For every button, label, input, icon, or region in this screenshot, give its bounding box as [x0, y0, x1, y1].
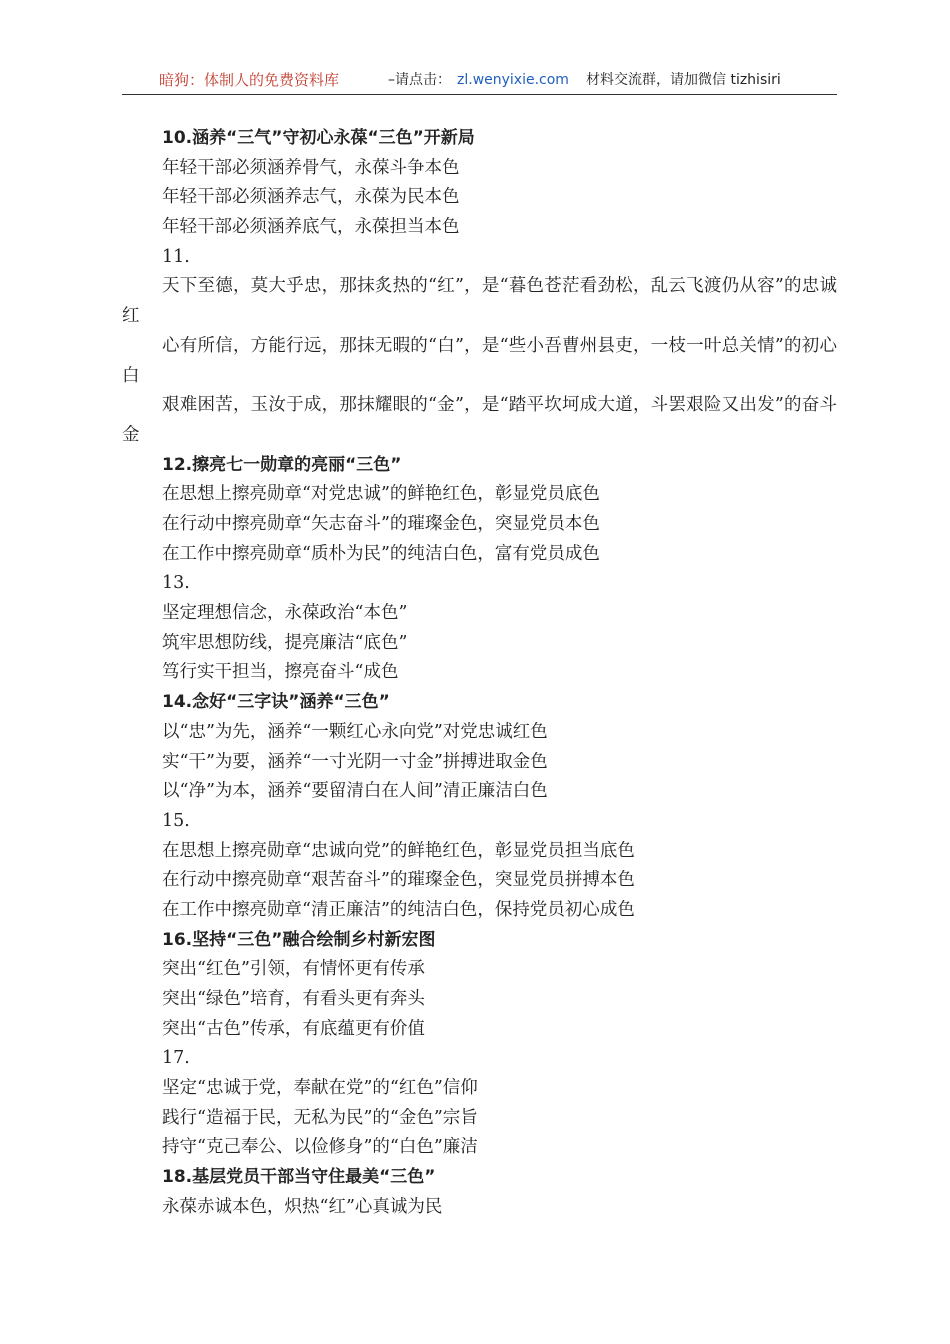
text-line: 坚定“忠诚于党，奉献在党”的“红色”信仰: [162, 1078, 478, 1099]
text-line: 11.: [162, 246, 190, 267]
section-heading: 18.基层党员干部当守住最美“三色”: [162, 1167, 436, 1188]
page-header: [122, 68, 837, 95]
text-line: 突出“红色”引领，有情怀更有传承: [162, 959, 425, 980]
section-heading: 10.涵养“三气”守初心永葆“三色”开新局: [162, 128, 475, 148]
text-line: 突出“绿色”培育，有看头更有奔头: [162, 989, 425, 1010]
text-line: 以“忠”为先，涵养“一颗红心永向党”对党忠诚红色: [162, 721, 548, 742]
header-prompt: –请点击：: [388, 72, 451, 88]
document-body: [122, 124, 837, 1223]
section-heading: 16.坚持“三色”融合绘制乡村新宏图: [162, 929, 436, 950]
text-line: 在思想上擦亮勋章“对党忠诚”的鲜艳红色，彰显党员底色: [162, 484, 600, 505]
text-line: 突出“古色”传承，有底蕴更有价值: [162, 1018, 425, 1039]
text-paragraph: 艰难困苦，玉汝于成，那抹耀眼的“金”，是“踏平坎坷成大道，斗罢艰险又出发”的奋斗金: [122, 395, 837, 445]
text-line: 年轻干部必须涵养骨气，永葆斗争本色: [162, 157, 460, 178]
text-line: 坚定理想信念，永葆政治“本色”: [162, 603, 408, 624]
text-line: 年轻干部必须涵养底气，永葆担当本色: [162, 217, 460, 238]
header-link[interactable]: zl.wenyixie.com: [457, 72, 569, 88]
text-line: 永葆赤诚本色，炽热“红”心真诚为民: [162, 1196, 443, 1217]
text-line: 筑牢思想防线，提亮廉洁“底色”: [162, 632, 408, 653]
text-line: 在工作中擦亮勋章“清正廉洁”的纯洁白色，保持党员初心成色: [162, 899, 635, 920]
text-line: 年轻干部必须涵养志气，永葆为民本色: [162, 187, 460, 208]
text-line: 13.: [162, 573, 190, 594]
text-line: 以“净”为本，涵养“要留清白在人间”清正廉洁白色: [162, 781, 548, 802]
text-line: 持守“克己奉公、以俭修身”的“白色”廉洁: [162, 1137, 478, 1158]
section-heading: 14.念好“三字诀”涵养“三色”: [162, 692, 390, 713]
text-paragraph: 心有所信，方能行远，那抹无暇的“白”，是“些小吾曹州县吏，一枝一叶总关情”的初心白: [122, 335, 837, 386]
text-line: 实“干”为要，涵养“一寸光阴一寸金”拼搏进取金色: [162, 751, 548, 772]
text-line: 在思想上擦亮勋章“忠诚向党”的鲜艳红色，彰显党员担当底色: [162, 840, 635, 861]
text-line: 践行“造福于民，无私为民”的“金色”宗旨: [162, 1107, 478, 1128]
text-line: 在工作中擦亮勋章“质朴为民”的纯洁白色，富有党员成色: [162, 543, 600, 564]
text-line: 在行动中擦亮勋章“矢志奋斗”的璀璨金色，突显党员本色: [162, 514, 600, 535]
text-line: 17.: [162, 1048, 190, 1069]
header-contact: 材料交流群，请加微信 tizhisiri: [586, 72, 781, 88]
text-line: 15.: [162, 810, 190, 831]
text-line: 在行动中擦亮勋章“艰苦奋斗”的璀璨金色，突显党员拼搏本色: [162, 870, 635, 891]
section-heading: 12.擦亮七一勋章的亮丽“三色”: [162, 454, 402, 475]
text-line: 笃行实干担当，擦亮奋斗“成色: [162, 662, 399, 683]
text-paragraph: 天下至德，莫大乎忠，那抹炙热的“红”，是“暮色苍茫看劲松，乱云飞渡仍从容”的忠诚红: [122, 276, 837, 327]
header-brand: 暗狗：体制人的免费资料库: [159, 71, 340, 89]
